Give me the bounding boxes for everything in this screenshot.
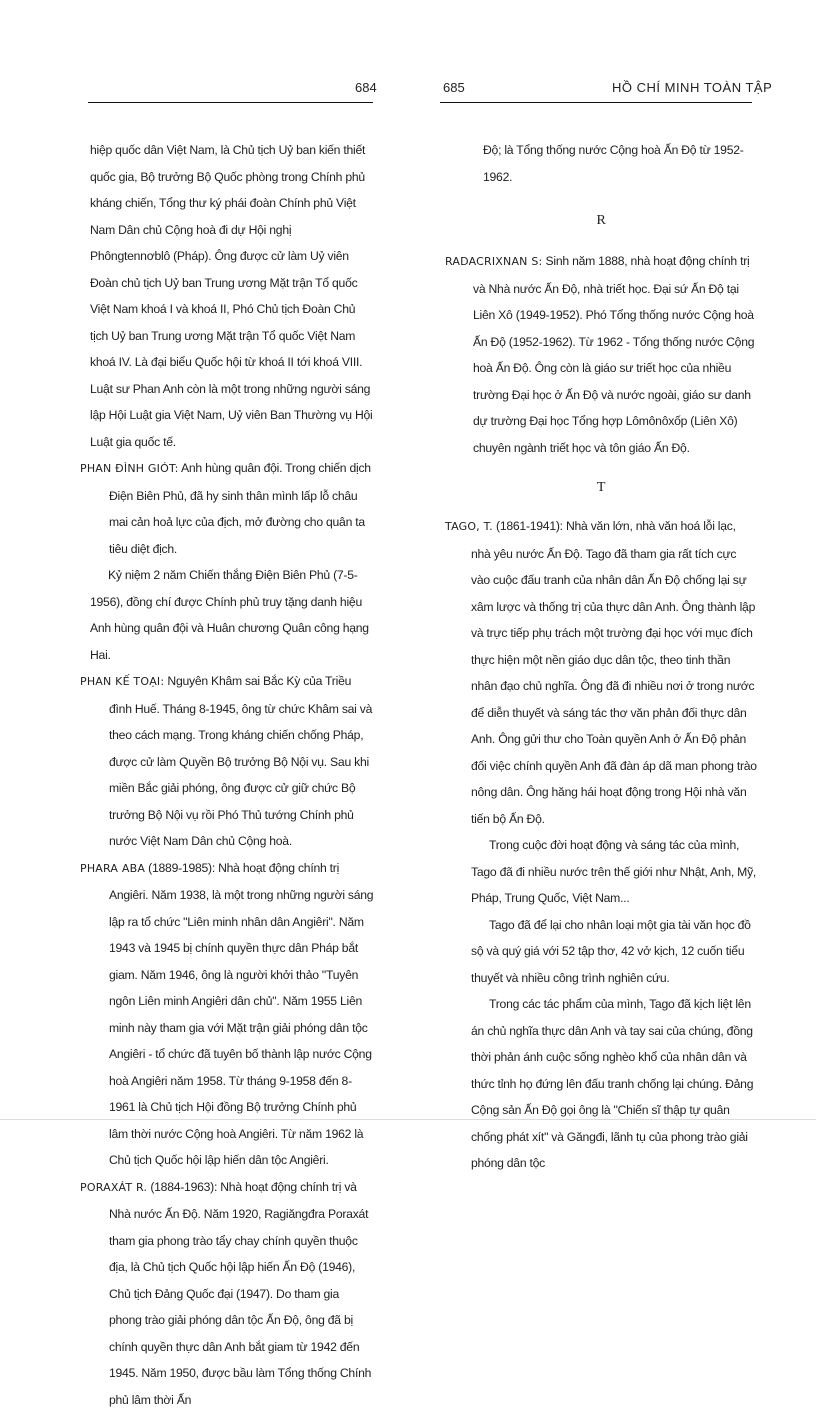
section-letter-r: R [445,208,757,234]
entry-poraxat [80,1174,374,1413]
paragraph-text: Trong cuộc đời hoạt động và sáng tác của mình, Tago đã đi nhiều nước trên thế giới như Nhật, Anh, Mỹ, Pháp, Trung Quốc, Việt Nam... [471,838,756,905]
paragraph-tago-travels [445,832,757,912]
entry-text: Nguyên Khâm sai Bắc Kỳ của Triều đình Huế. Tháng 8-1945, ông từ chức Khâm sai và theo cách mạng. Trong kháng chiến chống Pháp, được cử làm Quyền Bộ trưởng Bộ Nội vụ. Sau khi miền Bắc giải phóng, ông được cử giữ chức Bộ trưởng Bộ Nội vụ rồi Phó Thủ tướng Chính phủ nước Việt Nam Dân chủ Cộng hoà. [109,674,372,848]
entry-phan-dinh-giot [80,455,374,562]
paragraph-text: Tago đã để lại cho nhân loại một gia tài văn học đồ sộ và quý giá với 52 tập thơ, 42 vở kịch, 12 cuốn tiểu thuyết và nhiều công trình nghiên cứu. [471,918,751,985]
entry-text: (1861-1941): Nhà văn lớn, nhà văn hoá lỗi lạc, nhà yêu nước Ấn Độ. Tago đã tham gia rất tích cực vào cuộc đấu tranh của nhân dân Ấn Độ chống lại sự xâm lược và thống trị của thực dân Anh. Ông thành lập và trực tiếp phụ trách một trường đại học với mục đích thực hiện một nền giáo dục dân tộc, theo tinh thần nhân đạo chủ nghĩa. Ông đã đi nhiều nơi ở trong nước để diễn thuyết và sáng tác thơ văn phản đối thực dân Anh. Ông gửi thư cho Toàn quyền Anh ở Ấn Độ phản đối việc chính quyền Anh đã đàn áp dã man phong trào nông dân. Ông hăng hái hoạt động trong Hội nhà văn tiến bộ Ấn Độ. [471,519,757,826]
entry-text: Anh hùng quân đội. Trong chiến dịch Điện Biên Phủ, đã hy sinh thân mình lấp lỗ châu mai cản hoả lực của địch, mở đường cho quân ta tiêu diệt địch. [109,461,371,556]
running-head: HỒ CHÍ MINH TOÀN TẬP [612,80,772,95]
entry-term: PHAN ĐÌNH GIÓT: [80,462,179,475]
paragraph-text: Độ; là Tổng thống nước Cộng hoà Ấn Độ từ 1952-1962. [483,143,744,184]
entry-text: (1884-1963): Nhà hoạt động chính trị và Nhà nước Ấn Độ. Năm 1920, Ragiăngđra Poraxát tham gia phong trào tẩy chay chính quyền thuộc địa, là Chủ tịch Quốc hội lập hiến Ấn Độ (1946), Chủ tịch Đảng Quốc đại (1947). Do tham gia phong trào giải phóng dân tộc Ấn Độ, ông đã bị chính quyền thực dân Anh bắt giam từ 1942 đến 1945. Năm 1950, được bầu làm Tổng thống Chính phủ lâm thời Ấn [109,1180,371,1407]
entry-text: (1889-1985): Nhà hoạt động chính trị Angiêri. Năm 1938, là một trong những người sáng lập ra tổ chức "Liên minh nhân dân Angiêri". Năm 1943 và 1945 bị chính quyền thực dân Pháp bắt giam. Năm 1946, ông là người khởi thảo "Tuyên ngôn Liên minh Angiêri dân chủ". Năm 1955 Liên minh này tham gia với Mặt trận giải phóng dân tộc Angiêri - tổ chức đã tuyên bố thành lập nước Cộng hoà Angiêri năm 1958. Từ tháng 9-1958 đến 8-1961 là Chủ tịch Hội đồng Bộ trưởng Chính phủ lâm thời nước Cộng hoà Angiêri. Từ năm 1962 là Chủ tịch Quốc hội lập hiến dân tộc Angiêri. [109,861,373,1168]
continuation-paragraph [445,137,757,190]
entry-term: PHARA ABA [80,862,145,875]
right-page-number: 685 [443,80,465,95]
entry-phan-ke-toai [80,668,374,855]
page-bottom-edge [0,1119,816,1120]
paragraph-tago-works [445,991,757,1177]
left-page-number: 684 [355,80,377,95]
paragraph-tago-legacy [445,912,757,992]
left-header-rule [88,102,373,103]
left-column [80,137,374,1413]
entry-term: RADACRIXNAN S: [445,255,542,268]
right-header-rule [440,102,752,103]
right-column [445,137,757,1177]
entry-phara-aba [80,855,374,1174]
entry-term: PHAN KẾ TOẠI: [80,675,164,688]
paragraph-text: hiệp quốc dân Việt Nam, là Chủ tịch Uỷ ban kiến thiết quốc gia, Bộ trưởng Bộ Quốc phòng trong Chính phủ kháng chiến, Tổng thư ký phái đoàn Chính phủ Việt Nam Dân chủ Cộng hoà đi dự Hội nghị Phôngtennơblô (Pháp). Ông được cử làm Uỷ viên Đoàn chủ tịch Uỷ ban Trung ương Mặt trận Tổ quốc Việt Nam khoá I và khoá II, Phó Chủ tịch Đoàn Chủ tịch Uỷ ban Trung ương Mặt trận Tổ quốc Việt Nam khoá IV. Là đại biểu Quốc hội từ khoá II tới khoá VIII. Luật sư Phan Anh còn là một trong những người sáng lập Hội Luật gia Việt Nam, Uỷ viên Ban Thường vụ Hội Luật gia quốc tế. [90,143,373,449]
entry-term: PORAXÁT R. [80,1181,147,1194]
paragraph-text: Kỷ niệm 2 năm Chiến thắng Điện Biên Phủ (7-5-1956), đồng chí được Chính phủ truy tặng danh hiệu Anh hùng quân đội và Huân chương Quân công hạng Hai. [90,568,369,662]
entry-radacrixnan [445,248,757,461]
entry-tago [445,513,757,832]
paragraph-text: Trong các tác phẩm của mình, Tago đã kịch liệt lên án chủ nghĩa thực dân Anh và tay sai của chúng, đồng thời phản ánh cuộc sống nghèo khổ của nhân dân và thức tỉnh họ đứng lên đấu tranh chống lại chúng. Đảng Cộng sản Ấn Độ gọi ông là "Chiến sĩ thập tự quân chống phát xít" và Găngđi, lãnh tụ của phong trào giải phóng dân tộc [471,997,753,1170]
entry-term: TAGO, T. [445,520,493,533]
entry-text: Sinh năm 1888, nhà hoạt động chính trị và Nhà nước Ấn Độ, nhà triết học. Đại sứ Ấn Độ tại Liên Xô (1949-1952). Phó Tổng thống nước Cộng hoà Ấn Độ (1952-1962). Từ 1962 - Tổng thống nước Cộng hoà Ấn Độ. Ông còn là giáo sư triết học của nhiều trường Đại học ở Ấn Độ và nước ngoài, giáo sư danh dự trường Đại học Tổng hợp Lômônôxốp (Liên Xô) chuyên ngành triết học và tôn giáo Ấn Độ. [473,254,754,455]
paragraph-giot-memorial [80,562,374,668]
section-letter-t: T [445,475,757,501]
paragraph-phan-anh-cont [90,137,374,455]
